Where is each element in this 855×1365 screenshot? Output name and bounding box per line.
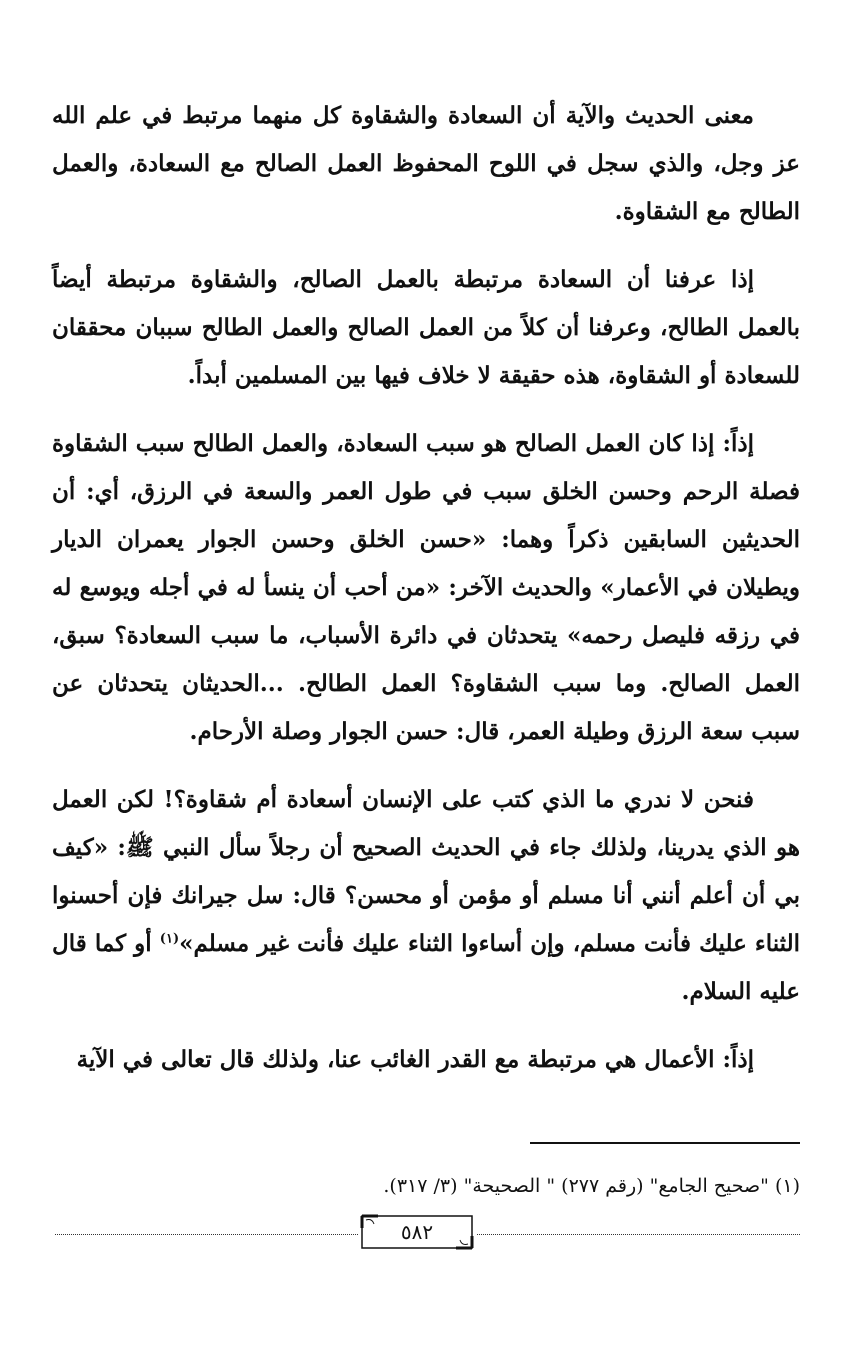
paragraph-3: إذاً: إذا كان العمل الصالح هو سبب السعادة، والعمل الطالح سبب الشقاوة فصلة الرحم وحسن الخلق سبب في طول العمر والسعة في الرزق، أي: أن الحديثين السابقين ذكراً وهما: «حسن الخلق وحسن الجوار يعمران الديار ويطيلان في الأعمار» والحديث الآخر: «من أحب أن ينسأ له في أجله ويوسع له في رزقه فليصل رحمه» يتحدثان في دائرة الأسباب، ما سبب السعادة؟ سبق، العمل الصالح. وما سبب الشقاوة؟ العمل الطالح. ...الحديثان يتحدثان عن سبب سعة الرزق وطيلة العمر، قال: حسن الجوار وصلة الأرحام. xyxy=(52,430,800,745)
page-number-frame xyxy=(358,1212,476,1252)
paragraph-5: إذاً: الأعمال هي مرتبطة مع القدر الغائب عنا، ولذلك قال تعالى في الآية xyxy=(76,1046,754,1073)
paragraph-2: إذا عرفنا أن السعادة مرتبطة بالعمل الصالح، والشقاوة مرتبطة أيضاً بالعمل الطالح، وعرفنا أن كلاً من العمل الصالح والعمل الطالح سببان محققان للسعادة أو الشقاوة، هذه حقيقة لا خلاف فيها بين المسلمين أبداً. xyxy=(52,266,800,389)
page-number: ٥٨٢ xyxy=(400,1220,434,1244)
paragraph-4-text: فنحن لا ندري ما الذي كتب على الإنسان أسعادة أم شقاوة؟! لكن العمل هو الذي يدرينا، ولذلك جاء في الحديث الصحيح أن رجلاً سأل النبي ﷺ: «كيف بي أن أعلم أنني أنا مسلم أو مؤمن أو محسن؟ قال: سل جيرانك فإن أحسنوا الثناء عليك فأنت مسلم، وإن أساءوا الثناء عليك فأنت غير مسلم» xyxy=(52,786,801,957)
paragraph-1: معنى الحديث والآية أن السعادة والشقاوة كل منهما مرتبط في علم الله عز وجل، والذي سجل في اللوح المحفوظ العمل الصالح مع السعادة، والعمل الطالح مع الشقاوة. xyxy=(52,102,800,225)
footnote-reference: (١) xyxy=(159,931,180,947)
paragraph-4-tail: أو كما قال عليه السلام. xyxy=(52,930,800,1005)
page-body xyxy=(52,92,800,1104)
footnote: (١) "صحيح الجامع" (رقم ٢٧٧) " الصحيحة" (٣/ ٣١٧). xyxy=(383,1175,800,1197)
paragraph-4 xyxy=(52,776,800,1016)
footnote-divider xyxy=(530,1142,800,1144)
